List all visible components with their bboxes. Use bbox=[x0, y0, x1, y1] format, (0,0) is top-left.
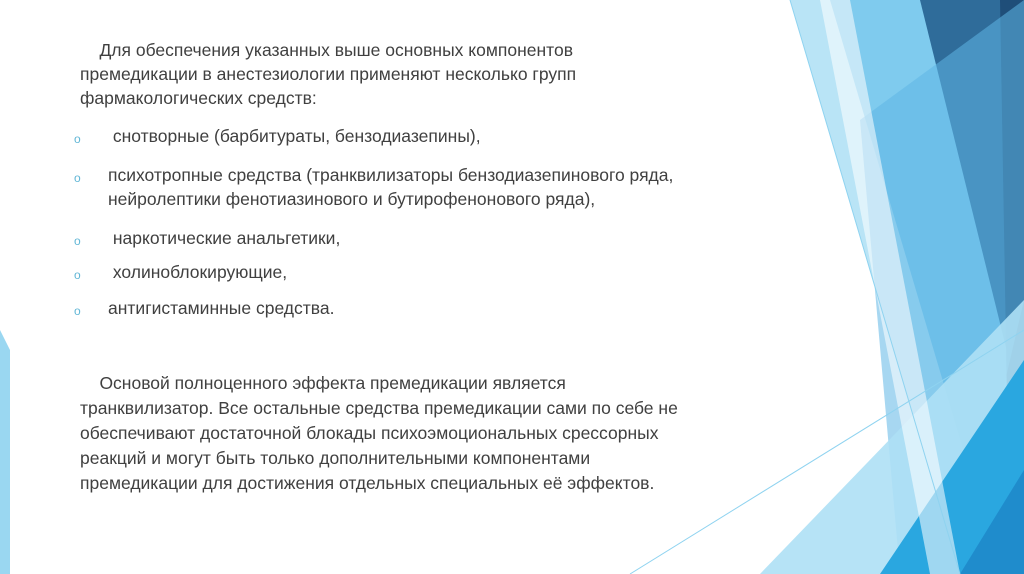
bullet-text: наркотические анальгетики, bbox=[108, 228, 341, 248]
bullet-marker: o bbox=[74, 132, 81, 146]
bullet-marker: o bbox=[74, 234, 81, 248]
intro-line-3: фармакологических средств: bbox=[80, 88, 317, 108]
bullet-text bbox=[108, 163, 673, 211]
bullet-item-2 bbox=[74, 163, 673, 211]
bullet-text: антигистаминные средства. bbox=[108, 298, 335, 318]
closing-paragraph bbox=[80, 371, 678, 496]
intro-paragraph bbox=[80, 38, 576, 110]
closing-line-1: Основой полноценного эффекта премедикации является bbox=[80, 373, 566, 393]
intro-line-1: Для обеспечения указанных выше основных компонентов bbox=[80, 40, 574, 60]
closing-line-3: обеспечивают достаточной блокады психоэмоциональных срессорных bbox=[80, 423, 659, 443]
left-edge-shape bbox=[0, 330, 10, 574]
bullet-item-1 bbox=[74, 124, 481, 151]
bullet-text: холиноблокирующие, bbox=[108, 262, 288, 282]
bullet-item-3 bbox=[74, 226, 340, 253]
closing-line-2: транквилизатор. Все остальные средства премедикации сами по себе не bbox=[80, 398, 678, 418]
closing-line-4: реакций и могут быть только дополнительными компонентами bbox=[80, 448, 591, 468]
bullet-item-5 bbox=[74, 296, 334, 323]
bullet-text: снотворные (барбитураты, бензодиазепины), bbox=[108, 126, 481, 146]
bullet-marker: o bbox=[74, 171, 81, 185]
bullet-text-line-1: психотропные средства (транквилизаторы бензодиазепинового ряда, bbox=[108, 165, 674, 185]
intro-line-2: премедикации в анестезиологии применяют несколько групп bbox=[80, 64, 577, 84]
bullet-marker: o bbox=[74, 304, 81, 318]
bullet-text-line-2: нейролептики фенотиазинового и бутирофенонового ряда), bbox=[108, 189, 596, 209]
closing-line-5: премедикации для достижения отдельных специальных её эффектов. bbox=[80, 473, 655, 493]
bullet-marker: o bbox=[74, 268, 81, 282]
bullet-item-4 bbox=[74, 260, 287, 287]
